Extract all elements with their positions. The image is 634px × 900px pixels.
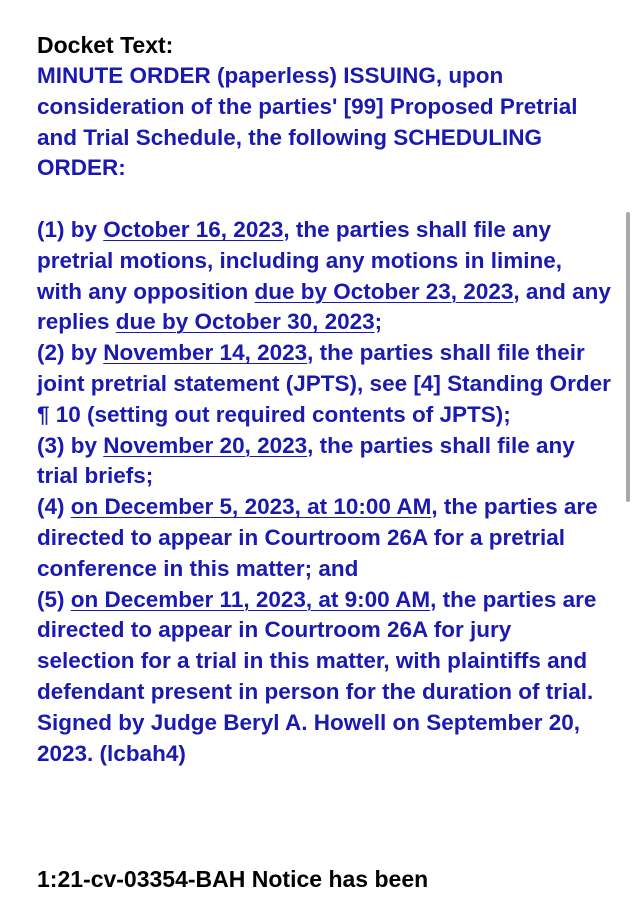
order-item-4 <box>37 492 612 584</box>
deadline-link-pretrial-motions[interactable]: October 16, 2023 <box>103 216 284 242</box>
order-item-2 <box>37 338 612 430</box>
order-item-3-prefix: (3) by <box>37 432 104 458</box>
order-item-2-text: , the parties shall file their joint pretrial statement (JPTS), see [4] Standing Order ¶ 10 (setting out required contents of JPTS); <box>37 340 611 427</box>
order-item-4-text: , the parties are directed to appear in Courtroom 26A for a pretrial conference in this matter; and <box>37 494 598 581</box>
deadline-link-jpts[interactable]: November 14, 2023 <box>103 340 308 366</box>
minute-order-intro: MINUTE ORDER (paperless) ISSUING, upon consideration of the parties' [99] Proposed Pretrial and Trial Schedule, the following SCHEDULING ORDER: <box>37 63 578 181</box>
order-item-3-text: , the parties shall file any trial briefs; <box>37 432 575 489</box>
order-item-1-suffix: ; <box>374 309 383 335</box>
deadline-link-opposition[interactable]: due by October 23, 2023 <box>254 278 514 304</box>
deadline-link-replies[interactable]: due by October 30, 2023 <box>115 309 375 335</box>
docket-text-body <box>37 61 612 769</box>
order-item-1-text-b: , and any replies <box>37 278 611 335</box>
case-notice-header: 1:21-cv-03354-BAH Notice has been <box>37 866 429 892</box>
order-item-1-prefix: (1) by <box>37 216 104 242</box>
docket-text-label: Docket Text: <box>37 32 174 58</box>
order-item-1 <box>37 215 612 338</box>
docket-entry <box>37 30 612 769</box>
hearing-link-pretrial-conference[interactable]: on December 5, 2023, at 10:00 AM <box>70 494 432 520</box>
order-item-4-prefix: (4) <box>37 494 71 520</box>
order-item-5 <box>37 585 612 770</box>
blank-line <box>37 184 612 215</box>
deadline-link-trial-briefs[interactable]: November 20, 2023 <box>103 432 308 458</box>
hearing-link-jury-selection[interactable]: on December 11, 2023, at 9:00 AM <box>70 586 431 612</box>
order-item-2-prefix: (2) by <box>37 340 104 366</box>
order-item-5-prefix: (5) <box>37 586 71 612</box>
order-item-1-text-a: , the parties shall file any pretrial motions, including any motions in limine, with any opposition <box>37 216 563 304</box>
vertical-scrollbar[interactable] <box>626 212 630 502</box>
order-item-3 <box>37 431 612 493</box>
order-item-5-text: , the parties are directed to appear in Courtroom 26A for jury selection for a trial in this matter, with plaintiffs and defendant present in person for the duration of trial. Signed by Judge Beryl A. Howell on September 20, 2023. (lcbah4) <box>37 586 597 766</box>
